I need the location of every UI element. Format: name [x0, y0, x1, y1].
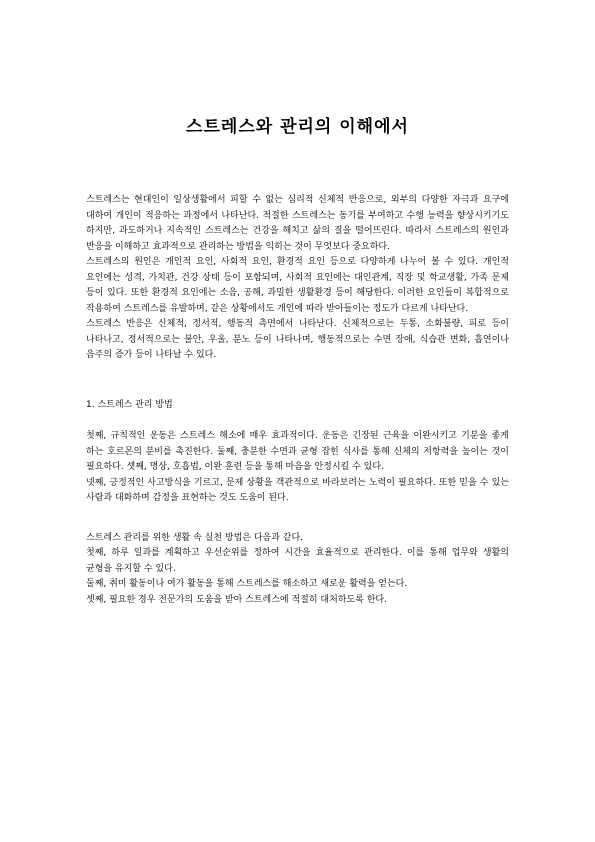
list-heading: 스트레스 관리를 위한 생활 속 실천 방법은 다음과 같다.: [86, 532, 304, 543]
practice-list: [86, 531, 509, 609]
document-title: 스트레스와 관리의 이해에서: [186, 117, 409, 137]
spacer: [86, 507, 509, 531]
list-item: 첫째, 하루 일과를 계획하고 우선순위를 정하여 시간을 효율적으로 관리한다. 이를 통해 업무와 생활의 균형을 유지할 수 있다.: [86, 548, 509, 574]
section-paragraph-2: 넷째, 긍정적인 사고방식을 기르고, 문제 상황을 객관적으로 바라보려는 노력이 필요하다. 또한 믿을 수 있는 사람과 대화하며 감정을 표현하는 것도 도움이 된다.: [86, 477, 509, 503]
list-item: 둘째, 취미 활동이나 여가 활동을 통해 스트레스를 해소하고 새로운 활력을 얻는다.: [86, 579, 408, 589]
paragraph-1: 스트레스는 현대인이 일상생활에서 피할 수 없는 심리적 신체적 반응으로, 외부의 다양한 자극과 요구에 대하여 개인이 적응하는 과정에서 나타난다. 적절한 스트레스는 동기를 부여하고 수행 능력을 향상시키기도 하지만, 과도하거나 지속적인 스트레스는 건강을 해치고 삶의 질을 떨어뜨린다. 따라서 스트레스의 원인과 반응을 이해하고 효과적으로 관리하는 방법을 익히는 것이 무엇보다 중요하다.: [86, 195, 509, 252]
section-paragraph-1: 첫째, 규칙적인 운동은 스트레스 해소에 매우 효과적이다. 운동은 긴장된 근육을 이완시키고 기분을 좋게 하는 호르몬의 분비를 촉진한다. 둘째, 충분한 수면과 균형 잡힌 식사를 통해 신체의 저항력을 높이는 것이 필요하다. 셋째, 명상, 호흡법, 이완 훈련 등을 통해 마음을 안정시킬 수 있다.: [86, 431, 509, 472]
paragraph-2: 스트레스의 원인은 개인적 요인, 사회적 요인, 환경적 요인 등으로 다양하게 나누어 볼 수 있다. 개인적 요인에는 성격, 가치관, 건강 상태 등이 포함되며, 사회적 요인에는 대인관계, 직장 및 학교생활, 가족 문제 등이 있다. 또한 환경적 요인에는 소음, 공해, 과밀한 생활환경 등이 해당한다. 이러한 요인들이 복합적으로 작용하여 스트레스를 유발하며, 같은 상황에서도 개인에 따라 받아들이는 정도가 다르게 나타난다.: [86, 257, 509, 314]
paragraph-3: 스트레스 반응은 신체적, 정서적, 행동적 측면에서 나타난다. 신체적으로는 두통, 소화불량, 피로 등이 나타나고, 정서적으로는 불안, 우울, 분노 등이 나타나며, 행동적으로는 수면 장애, 식습관 변화, 흡연이나 음주의 증가 등이 나타날 수 있다.: [86, 319, 509, 360]
body-intro: [86, 193, 509, 364]
list-item: 셋째, 필요한 경우 전문가의 도움을 받아 스트레스에 적절히 대처하도록 한다.: [86, 594, 387, 605]
section-body: [86, 429, 509, 507]
section-heading: 1. 스트레스 관리 방법: [86, 399, 173, 410]
